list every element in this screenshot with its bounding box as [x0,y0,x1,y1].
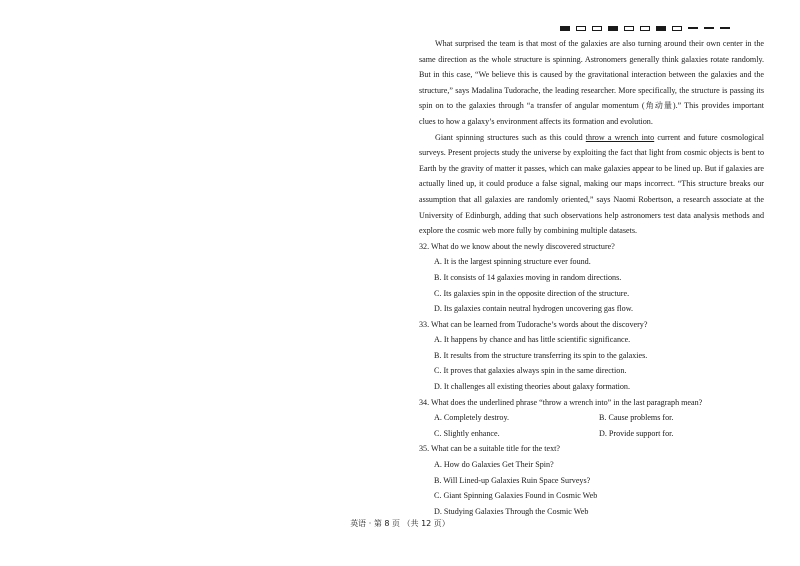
header-mark [592,26,602,31]
page-footer: 英语 · 第 8 页 （共 12 页） [350,519,450,528]
header-mark [688,27,698,29]
header-mark [624,26,634,31]
q34-options-row-2 [434,426,764,442]
header-mark [672,26,682,31]
header-mark [608,26,618,31]
q35-option-b: B. Will Lined-up Galaxies Ruin Space Surveys? [434,475,591,485]
header-mark [640,26,650,31]
q32-option-b: B. It consists of 14 galaxies moving in random directions. [434,272,622,282]
q32-option-d: D. Its galaxies contain neutral hydrogen uncovering gas flow. [434,304,634,314]
header-mark [704,27,714,29]
header-mark [656,26,666,31]
q33-option-a: A. It happens by chance and has little scientific significance. [434,335,631,345]
q33-option-b: B. It results from the structure transferring its spin to the galaxies. [434,350,648,360]
underlined-phrase: throw a wrench into [585,132,655,142]
q35-option-d: D. Studying Galaxies Through the Cosmic Web [434,506,589,516]
q33-option-d: D. It challenges all existing theories about galaxy formation. [434,382,630,392]
header-mark [576,26,586,31]
header-mark [560,26,570,31]
paragraph-2: Giant spinning structures such as this could throw a wrench into current and future cosmological surveys. Present projects study the universe by exploiting the fact that light from cosmic objects is bent to Earth by the gravity of matter it passes, which can make galaxies appear to be lined up. But if galaxies are actually lined up, it could produce a false signal, making our maps incorrect. “This structure breaks our assumption that all galaxies are randomly oriented,” says Naomi Robertson, a research associate at the University of Edinburgh, adding that such observations help astronomers test data analysis methods and explore the cosmic web more fully by combining multiple datasets. [419,132,764,236]
q32-option-c: C. Its galaxies spin in the opposite direction of the structure. [434,288,630,298]
question-35: 35. What can be a suitable title for the text? [419,444,560,454]
q34-option-b: B. Cause problems for. [599,413,674,423]
q32-option-a: A. It is the largest spinning structure ever found. [434,257,591,267]
q35-option-a: A. How do Galaxies Get Their Spin? [434,460,554,470]
q34-option-c: C. Slightly enhance. [434,428,500,438]
q34-options-row-1 [434,410,764,426]
q33-option-c: C. It proves that galaxies always spin in the same direction. [434,366,627,376]
q34-option-d: D. Provide support for. [599,428,674,438]
q35-option-c: C. Giant Spinning Galaxies Found in Cosmic Web [434,491,598,501]
question-33: 33. What can be learned from Tudorache’s words about the discovery? [419,319,648,329]
reading-passage [419,36,764,519]
paragraph-1: What surprised the team is that most of the galaxies are also turning around their own center in the same direction as the whole structure is spinning. Astronomers generally think galaxies rotate randomly. But in this case, “We believe this is caused by the gravitational interaction between the galaxies and the structure,” says Madalina Tudorache, the leading researcher. More specifically, the structure is passing its spin on to the galaxies through “a transfer of angular momentum (角动量).” This provides important clues to how a galaxy’s environment affects its formation and evolution. [419,39,764,126]
question-34: 34. What does the underlined phrase “throw a wrench into” in the last paragraph mean? [419,397,703,407]
header-marks [560,24,730,32]
q34-option-a: A. Completely destroy. [434,413,510,423]
header-mark [720,27,730,29]
question-32: 32. What do we know about the newly discovered structure? [419,241,615,251]
